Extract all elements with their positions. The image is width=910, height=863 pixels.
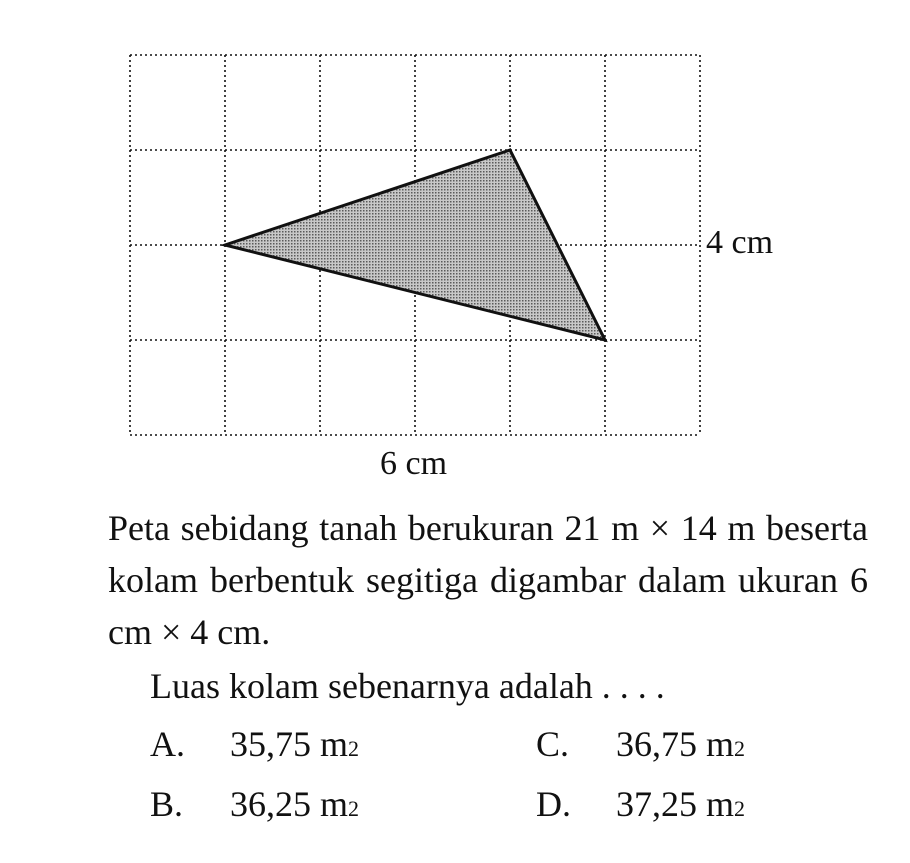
height-label: 4 cm: [706, 224, 774, 261]
option-value: 37,25: [616, 784, 697, 824]
option-value: 35,75: [230, 724, 311, 764]
option-unit: m: [706, 724, 735, 764]
problem-text: Peta sebidang tanah berukuran 21 m × 14 m beserta kolam berbentuk segitiga digambar dalam ukuran 6 cm × 4 cm.: [108, 508, 868, 652]
option-value: 36,75: [616, 724, 697, 764]
width-label: 6 cm: [380, 445, 448, 482]
option-a[interactable]: A. 35,75 m 2: [150, 724, 360, 764]
option-c[interactable]: C. 36,75 m 2: [536, 724, 746, 764]
option-letter: A.: [150, 724, 185, 764]
option-b[interactable]: B. 36,25 m 2: [150, 784, 360, 824]
option-unit: m: [320, 784, 349, 824]
option-d[interactable]: D. 37,25 m 2: [536, 784, 746, 824]
option-unit: m: [706, 784, 735, 824]
option-letter: D.: [536, 784, 571, 824]
option-value: 36,25: [230, 784, 311, 824]
option-letter: C.: [536, 724, 570, 764]
option-letter: B.: [150, 784, 184, 824]
option-unit: m: [320, 724, 349, 764]
question-text: Luas kolam sebenarnya adalah . . . .: [150, 666, 665, 706]
